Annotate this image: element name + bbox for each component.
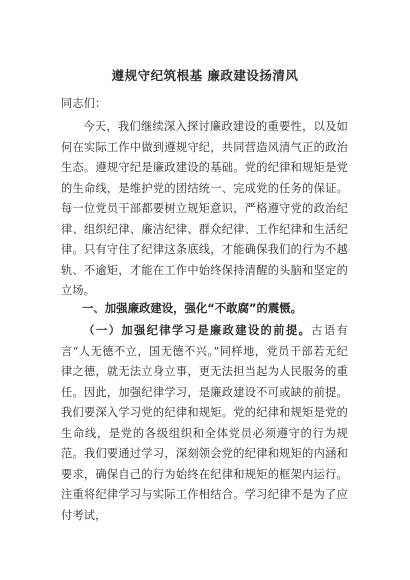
- paragraph-1-1: [61, 321, 348, 526]
- section-heading-1: 一、加强廉政建设，强化“不敢腐”的震慑。: [82, 301, 303, 315]
- paragraph-intro: 今天，我们继续深入探讨廉政建设的重要性，以及如何在实际工作中做到遵规守纪，共同营造风清气正的政治生态。遵规守纪是廉政建设的基础。党的纪律和规矩是党的生命线，是维护党的团结统一、完成党的任务的保证。每一位党员干部都要树立规矩意识，严格遵守党的政治纪律、组织纪律、廉洁纪律、群众纪律、工作纪律和生活纪律。只有守住了纪律这条底线，才能确保我们的行为不越轨、不逾矩，才能在工作中始终保持清醒的头脑和坚定的立场。: [61, 120, 348, 297]
- paragraph-1-1-text: 古语有言“人无德不立，国无德不兴。”同样地，党员干部若无纪律之德，就无法立身立事，更无法担当起为人民服务的重任。因此，加强纪律学习，是廉政建设不可或缺的前提。我们要深入学习党的纪律和规矩。党的纪律和规矩是党的生命线，是党的各级组织和全体党员必须遵守的行为规范。我们要通过学习，深刻领会党的纪律和规矩的内涵和要求，确保自己的行为始终在纪律和规矩的框架内运行。注重将纪律学习与实际工作相结合。学习纪律不是为了应付考试，: [61, 324, 348, 522]
- salutation: 同志们：: [61, 97, 107, 110]
- paragraph-lead-heading: （一）加强纪律学习是廉政建设的前提。: [83, 324, 312, 337]
- document-title: 遵规守纪筑根基 廉政建设扬清风: [111, 68, 299, 83]
